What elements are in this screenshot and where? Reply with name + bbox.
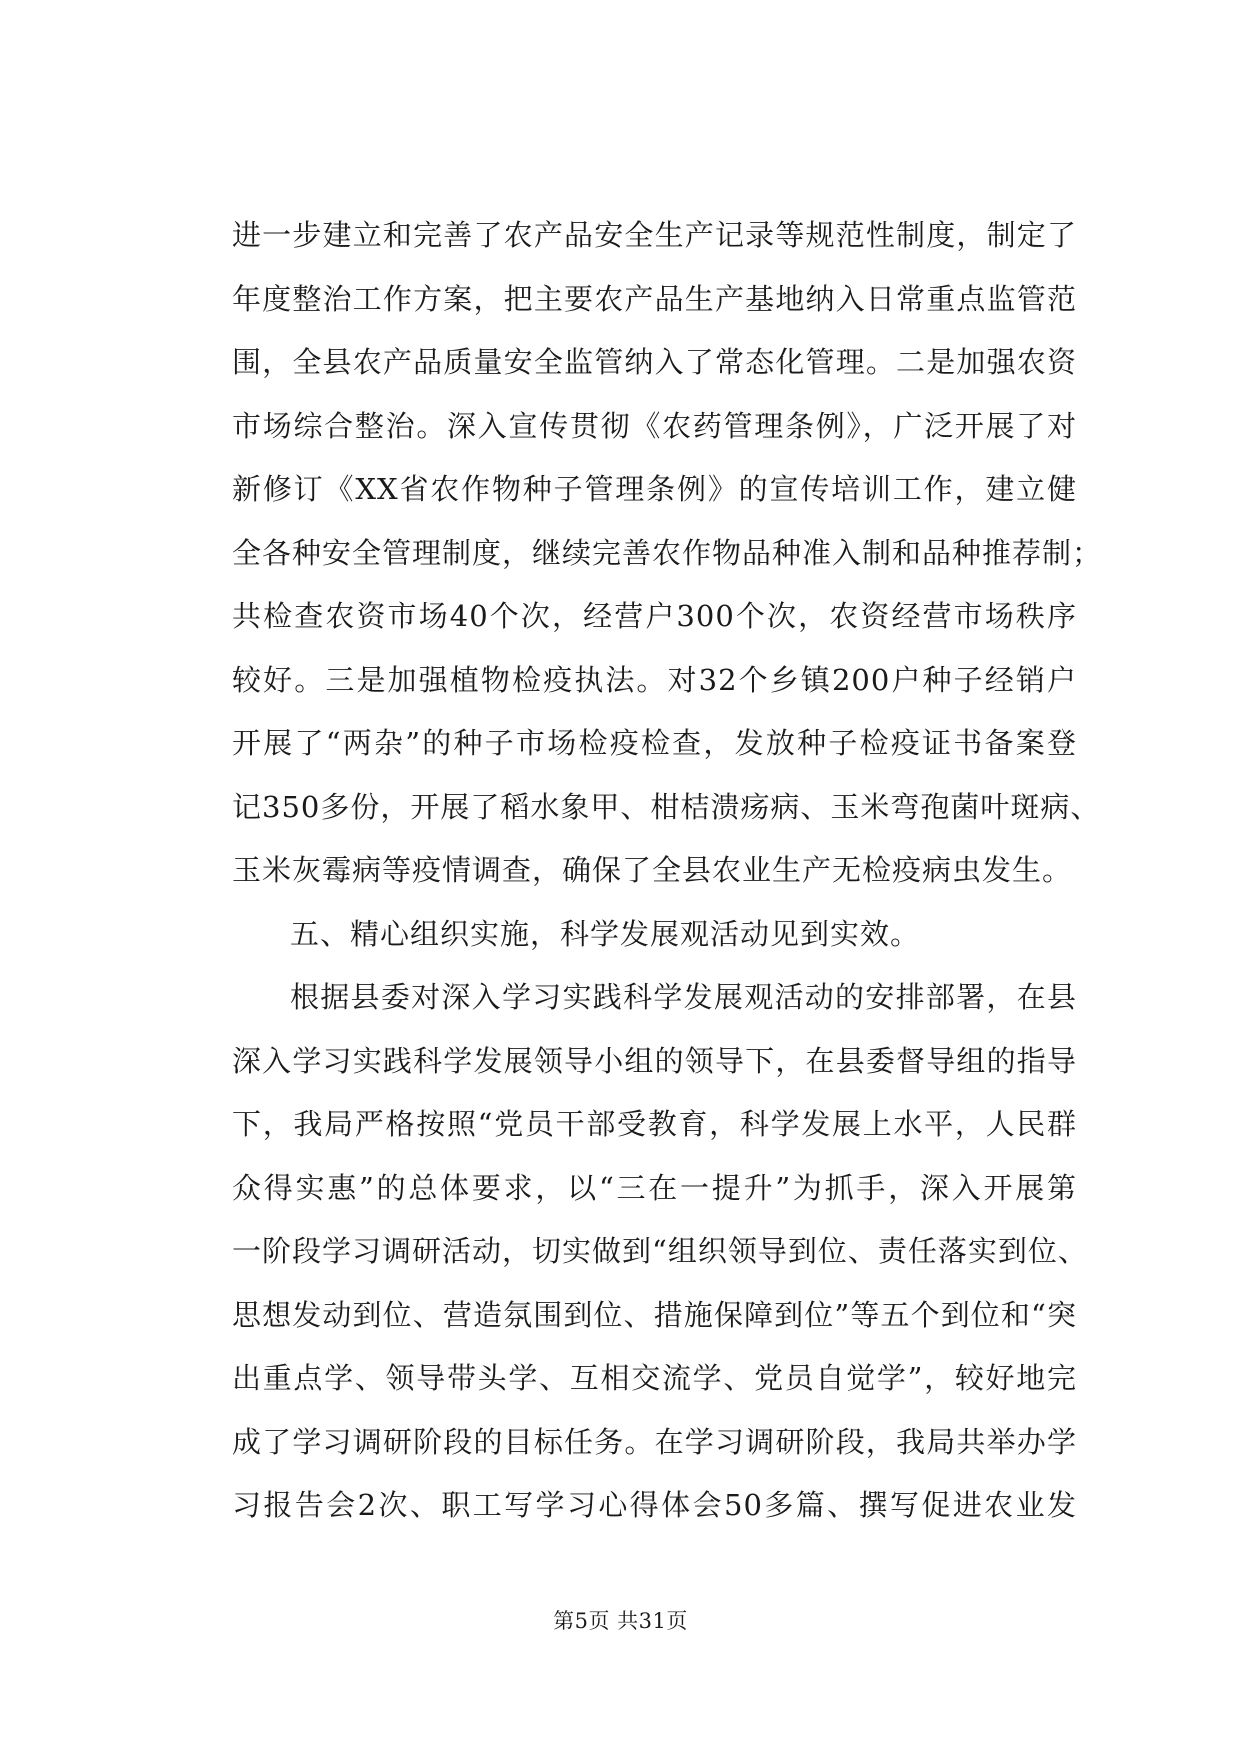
text-line: 思想发动到位、营造氛围到位、措施保障到位”等五个到位和“突 bbox=[232, 1297, 1077, 1332]
text-line: 深入学习实践科学发展领导小组的领导下，在县委督导组的指导 bbox=[232, 1043, 1077, 1078]
text-line: 市场综合整治。深入宣传贯彻《农药管理条例》，广泛开展了对 bbox=[232, 408, 1077, 443]
text-line: 较好。三是加强植物检疫执法。对32个乡镇200户种子经销户 bbox=[232, 662, 1077, 697]
section-heading: 五、精心组织实施，科学发展观活动见到实效。 bbox=[290, 916, 921, 951]
text-line: 下，我局严格按照“党员干部受教育，科学发展上水平，人民群 bbox=[232, 1107, 1077, 1141]
text-line: 共检查农资市场40个次，经营户300个次，农资经营市场秩序 bbox=[232, 599, 1077, 633]
body-text bbox=[232, 204, 1103, 1538]
text-line: 年度整治工作方案，把主要农产品生产基地纳入日常重点监管范 bbox=[232, 281, 1077, 316]
text-line: 开展了“两杂”的种子市场检疫检查，发放种子检疫证书备案登 bbox=[232, 726, 1077, 760]
text-line: 出重点学、领导带头学、互相交流学、党员自觉学”，较好地完 bbox=[232, 1361, 1077, 1395]
text-line: 进一步建立和完善了农产品安全生产记录等规范性制度，制定了 bbox=[232, 218, 1077, 252]
text-line: 根据县委对深入学习实践科学发展观活动的安排部署，在县 bbox=[290, 980, 1077, 1014]
text-line: 新修订《XX省农作物种子管理条例》的宣传培训工作，建立健 bbox=[232, 472, 1077, 506]
text-line: 记350多份，开展了稻水象甲、柑桔溃疡病、玉米弯孢菌叶斑病、 bbox=[232, 789, 1101, 824]
text-line: 习报告会2次、职工写学习心得体会50多篇、撰写促进农业发 bbox=[232, 1488, 1077, 1522]
page-number-footer: 第5页 共31页 bbox=[553, 1609, 688, 1633]
text-line: 一阶段学习调研活动，切实做到“组织领导到位、责任落实到位、 bbox=[232, 1234, 1088, 1268]
text-line: 全各种安全管理制度，继续完善农作物品种准入制和品种推荐制； bbox=[232, 535, 1103, 570]
text-line: 成了学习调研阶段的目标任务。在学习调研阶段，我局共举办学 bbox=[232, 1424, 1077, 1459]
text-line: 玉米灰霉病等疫情调查，确保了全县农业生产无检疫病虫发生。 bbox=[232, 853, 1073, 887]
text-line: 众得实惠”的总体要求，以“三在一提升”为抓手，深入开展第 bbox=[232, 1170, 1077, 1205]
text-line: 围，全县农产品质量安全监管纳入了常态化管理。二是加强农资 bbox=[232, 345, 1077, 379]
